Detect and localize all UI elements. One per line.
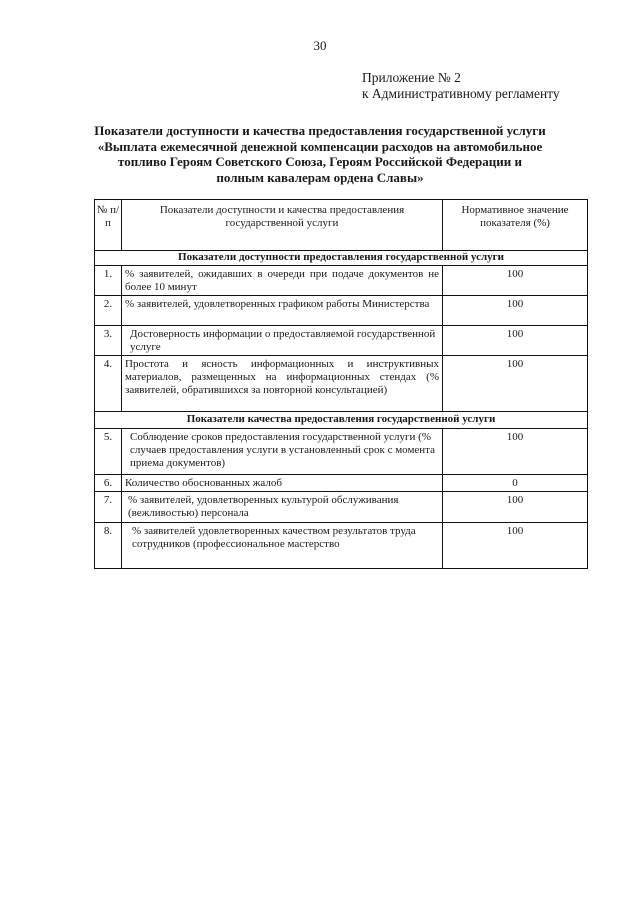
- row-val: 100: [506, 494, 524, 506]
- title-line-2: «Выплата ежемесячной денежной компенсации расходов на автомобильное: [97, 138, 543, 154]
- appendix-line-2: к Административному регламенту: [362, 86, 560, 101]
- row-val: 100: [506, 268, 524, 280]
- row-num: 5.: [103, 431, 113, 443]
- table-row: [95, 325, 587, 355]
- row-val: 100: [506, 358, 524, 370]
- header-desc: Показатели доступности и качества предоставления государственной услуги: [159, 204, 405, 229]
- appendix-label: [362, 70, 560, 102]
- row-desc: % заявителей, ожидавших в очереди при подаче документов не более 10 минут: [125, 268, 439, 293]
- row-desc: Простота и ясность информационных и инструктивных материалов, размещенных на информационных стендах (% заявителей, обратившихся за повторной консультацией): [125, 358, 439, 396]
- row-desc: Количество обоснованных жалоб: [125, 477, 282, 489]
- table-row: [95, 428, 587, 474]
- row-val: 100: [506, 328, 524, 340]
- indicators-table: [94, 199, 588, 569]
- section-row-accessibility: [95, 250, 587, 265]
- document-title: [90, 123, 550, 185]
- header-val: Нормативное значение показателя (%): [461, 204, 569, 229]
- row-desc: % заявителей, удовлетворенных графиком работы Министерства: [125, 298, 430, 310]
- row-val: 0: [512, 477, 518, 489]
- row-desc: % заявителей, удовлетворенных культурой обслуживания (вежливостью) персонала: [128, 494, 399, 519]
- title-line-4: полным кавалерам ордена Славы»: [216, 169, 424, 185]
- row-desc: % заявителей удовлетворенных качеством результатов труда сотрудников (профессиональное мастерство: [132, 525, 416, 550]
- table-row: [95, 265, 587, 295]
- row-num: 6.: [103, 477, 113, 489]
- title-line-1: Показатели доступности и качества предоставления государственной услуги: [94, 123, 546, 138]
- section-title-accessibility: Показатели доступности предоставления государственной услуги: [178, 251, 504, 263]
- page-number: 30: [313, 38, 327, 53]
- row-val: 100: [506, 431, 524, 443]
- row-num: 8.: [103, 525, 113, 537]
- row-num: 7.: [103, 494, 113, 506]
- table-row: [95, 491, 587, 522]
- appendix-line-1: Приложение № 2: [362, 70, 461, 85]
- row-num: 4.: [103, 358, 113, 370]
- table-row: [95, 355, 587, 411]
- table-row: [95, 295, 587, 325]
- section-row-quality: [95, 411, 587, 428]
- table-row: [95, 522, 587, 568]
- row-desc: Соблюдение сроков предоставления государственной услуги (% случаев предоставления услуги в установленный срок с момента приема документов): [130, 431, 436, 469]
- title-line-3: топливо Героям Советского Союза, Героям Российской Федерации и: [118, 154, 522, 169]
- table-header-row: [95, 200, 587, 250]
- row-num: 1.: [103, 268, 113, 280]
- row-val: 100: [506, 298, 524, 310]
- row-val: 100: [506, 525, 524, 537]
- row-desc: Достоверность информации о предоставляемой государственной услуге: [130, 328, 436, 353]
- section-title-quality: Показатели качества предоставления государственной услуги: [186, 413, 496, 425]
- header-num: № п/п: [96, 204, 120, 229]
- table-row: [95, 474, 587, 491]
- row-num: 3.: [103, 328, 113, 340]
- row-num: 2.: [103, 298, 113, 310]
